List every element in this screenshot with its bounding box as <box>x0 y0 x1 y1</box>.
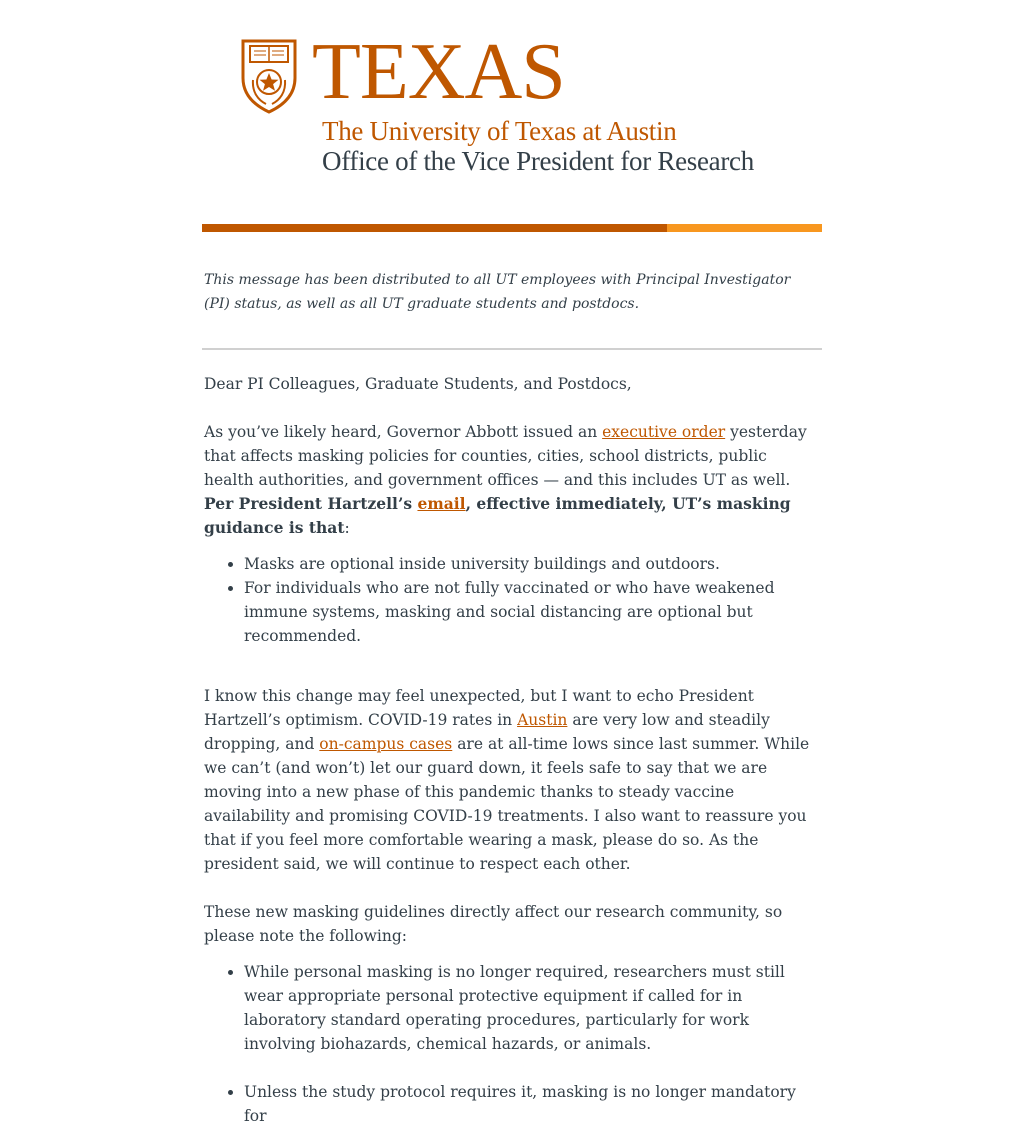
p2-text-a: I know this change may feel unexpected, but I want to echo President Hartzell’s optimism. COVID-19 rates in <box>204 687 754 729</box>
accent-bar-light <box>667 224 822 232</box>
distribution-note: This message has been distributed to all UT employees with Principal Investigator (PI) status, as well as all UT graduate students and postdocs. <box>204 272 791 312</box>
paragraph-optimism <box>204 684 820 876</box>
university-name: The University of Texas at Austin <box>322 116 677 146</box>
president-email-link[interactable]: email <box>417 494 466 513</box>
email-body <box>204 372 820 1128</box>
masking-guidance-list <box>204 552 820 648</box>
p2-text-b: are very low and steadily dropping, and <box>204 711 770 753</box>
p2-text-c: are at all-time lows since last summer. While we can’t (and won’t) let our guard down, it feels safe to say that we are moving into a new phase of this pandemic thanks to steady vaccine availability and promising COVID-19 treatments. I also want to reassure you that if you feel more comfortable wearing a mask, please do so. As the president said, we will continue to respect each other. <box>204 735 810 873</box>
p1-text-c: : <box>344 519 350 537</box>
executive-order-link[interactable]: executive order <box>602 423 726 441</box>
list-item: • While personal masking is no longer required, researchers must still wear appropriate personal protective equipment if called for in laboratory standard operating procedures, particularly for work involving biohazards, chemical hazards, or animals. <box>244 960 820 1056</box>
texas-wordmark: TEXAS <box>312 28 565 116</box>
p1-text-a: As you’ve likely heard, Governor Abbott issued an <box>204 423 603 441</box>
office-name: Office of the Vice President for Research <box>322 146 754 176</box>
research-guidelines-list <box>204 960 820 1128</box>
p1-bold-a: Per President Hartzell’s <box>204 494 418 513</box>
list-item: • Unless the study protocol requires it, masking is no longer mandatory for <box>244 1080 820 1128</box>
list-item: • Masks are optional inside university buildings and outdoors. <box>244 552 820 576</box>
on-campus-cases-link[interactable]: on-campus cases <box>319 735 453 753</box>
greeting: Dear PI Colleagues, Graduate Students, and Postdocs, <box>204 375 632 393</box>
p1-text-b: yesterday that affects masking policies for counties, cities, school districts, public health authorities, and government offices — and this includes UT as well. <box>204 423 807 489</box>
accent-bar-dark <box>202 224 667 232</box>
p1-bold-b: , effective immediately, UT’s masking guidance is that <box>204 494 791 537</box>
header-accent-bar <box>202 224 822 232</box>
ut-shield-icon <box>240 38 298 114</box>
paragraph-executive-order <box>204 420 820 540</box>
ut-logo <box>240 28 565 116</box>
austin-link[interactable]: Austin <box>517 711 568 729</box>
divider <box>202 348 822 350</box>
list-item: • For individuals who are not fully vaccinated or who have weakened immune systems, masking and social distancing are optional but recommended. <box>244 576 820 648</box>
paragraph-research-guidelines: These new masking guidelines directly affect our research community, so please note the following: <box>204 903 783 945</box>
